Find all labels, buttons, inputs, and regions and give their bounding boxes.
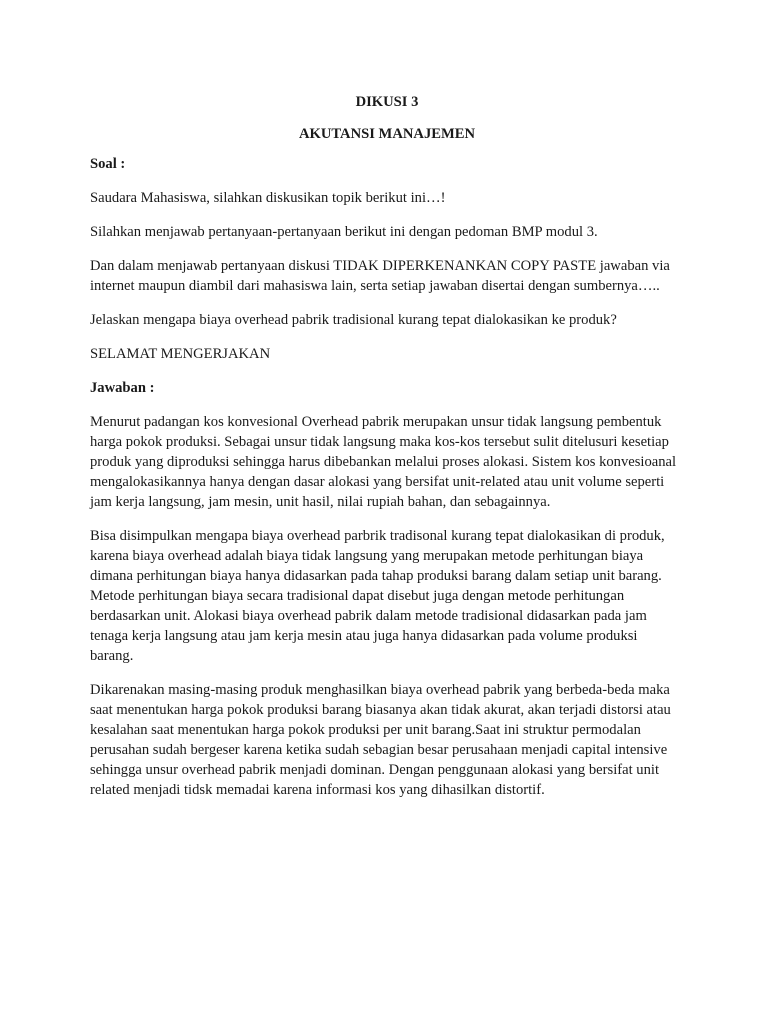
closing-line: SELAMAT MENGERJAKAN (90, 346, 271, 362)
intro-paragraph-2: Silahkan menjawab pertanyaan-pertanyaan berikut ini dengan pedoman BMP modul 3. (90, 224, 598, 240)
question-paragraph: Jelaskan mengapa biaya overhead pabrik tradisional kurang tepat dialokasikan ke produk? (90, 312, 617, 328)
document-body (90, 92, 684, 814)
answer-paragraph-3: Dikarenakan masing-masing produk menghasilkan biaya overhead pabrik yang berbeda-beda maka saat menentukan harga pokok produksi barang biasanya akan tidak akurat, akan terjadi distorsi atau kesalahan saat menentukan harga pokok produksi per unit barang.Saat ini struktur permodalan perusahan sudah bergeser karena ketika sudah sebagian besar perusahaan menjadi capital intensive sehingga unsur overhead pabrik menjadi dominan. Dengan penggunaan alokasi yang bersifat unit related menjadi tidsk memadai karena informasi kos yang dihasilkan distortif. (90, 682, 671, 798)
answer-paragraph-1: Menurut padangan kos konvesional Overhead pabrik merupakan unsur tidak langsung pembentuk harga pokok produksi. Sebagai unsur tidak langsung maka kos-kos tersebut sulit ditelusuri kesetiap produk yang diproduksi sehingga harus dibebankan melalui proses alokasi. Sistem kos konvesioanal mengalokasikannya hanya dengan dasar alokasi yang bersifat unit-related atau unit volume seperti jam kerja langsung, jam mesin, unit hasil, nilai rupiah bahan, dan sebagainnya. (90, 414, 677, 510)
jawaban-heading: Jawaban : (90, 380, 155, 396)
answer-paragraph-2: Bisa disimpulkan mengapa biaya overhead parbrik tradisonal kurang tepat dialokasikan di produk, karena biaya overhead adalah biaya tidak langsung yang merupakan metode perhitungan biaya dimana perhitungan biaya hanya didasarkan pada tahap produksi barang dalam setiap unit barang. Metode perhitungan biaya secara tradisional dapat disebut juga dengan metode perhitungan berdasarkan unit. Alokasi biaya overhead pabrik dalam metode tradisional didasarkan pada jam tenaga kerja langsung atau jam kerja mesin atau juga hanya didasarkan pada volume produksi barang. (90, 528, 665, 664)
soal-heading: Soal : (90, 156, 126, 172)
document-title: DIKUSI 3 (355, 94, 419, 110)
intro-paragraph-3: Dan dalam menjawab pertanyaan diskusi TIDAK DIPERKENANKAN COPY PASTE jawaban via internet maupun diambil dari mahasiswa lain, serta setiap jawaban disertai dengan sumbernya….. (90, 258, 670, 294)
document-subtitle: AKUTANSI MANAJEMEN (298, 126, 476, 142)
intro-paragraph-1: Saudara Mahasiswa, silahkan diskusikan topik berikut ini…! (90, 190, 446, 206)
